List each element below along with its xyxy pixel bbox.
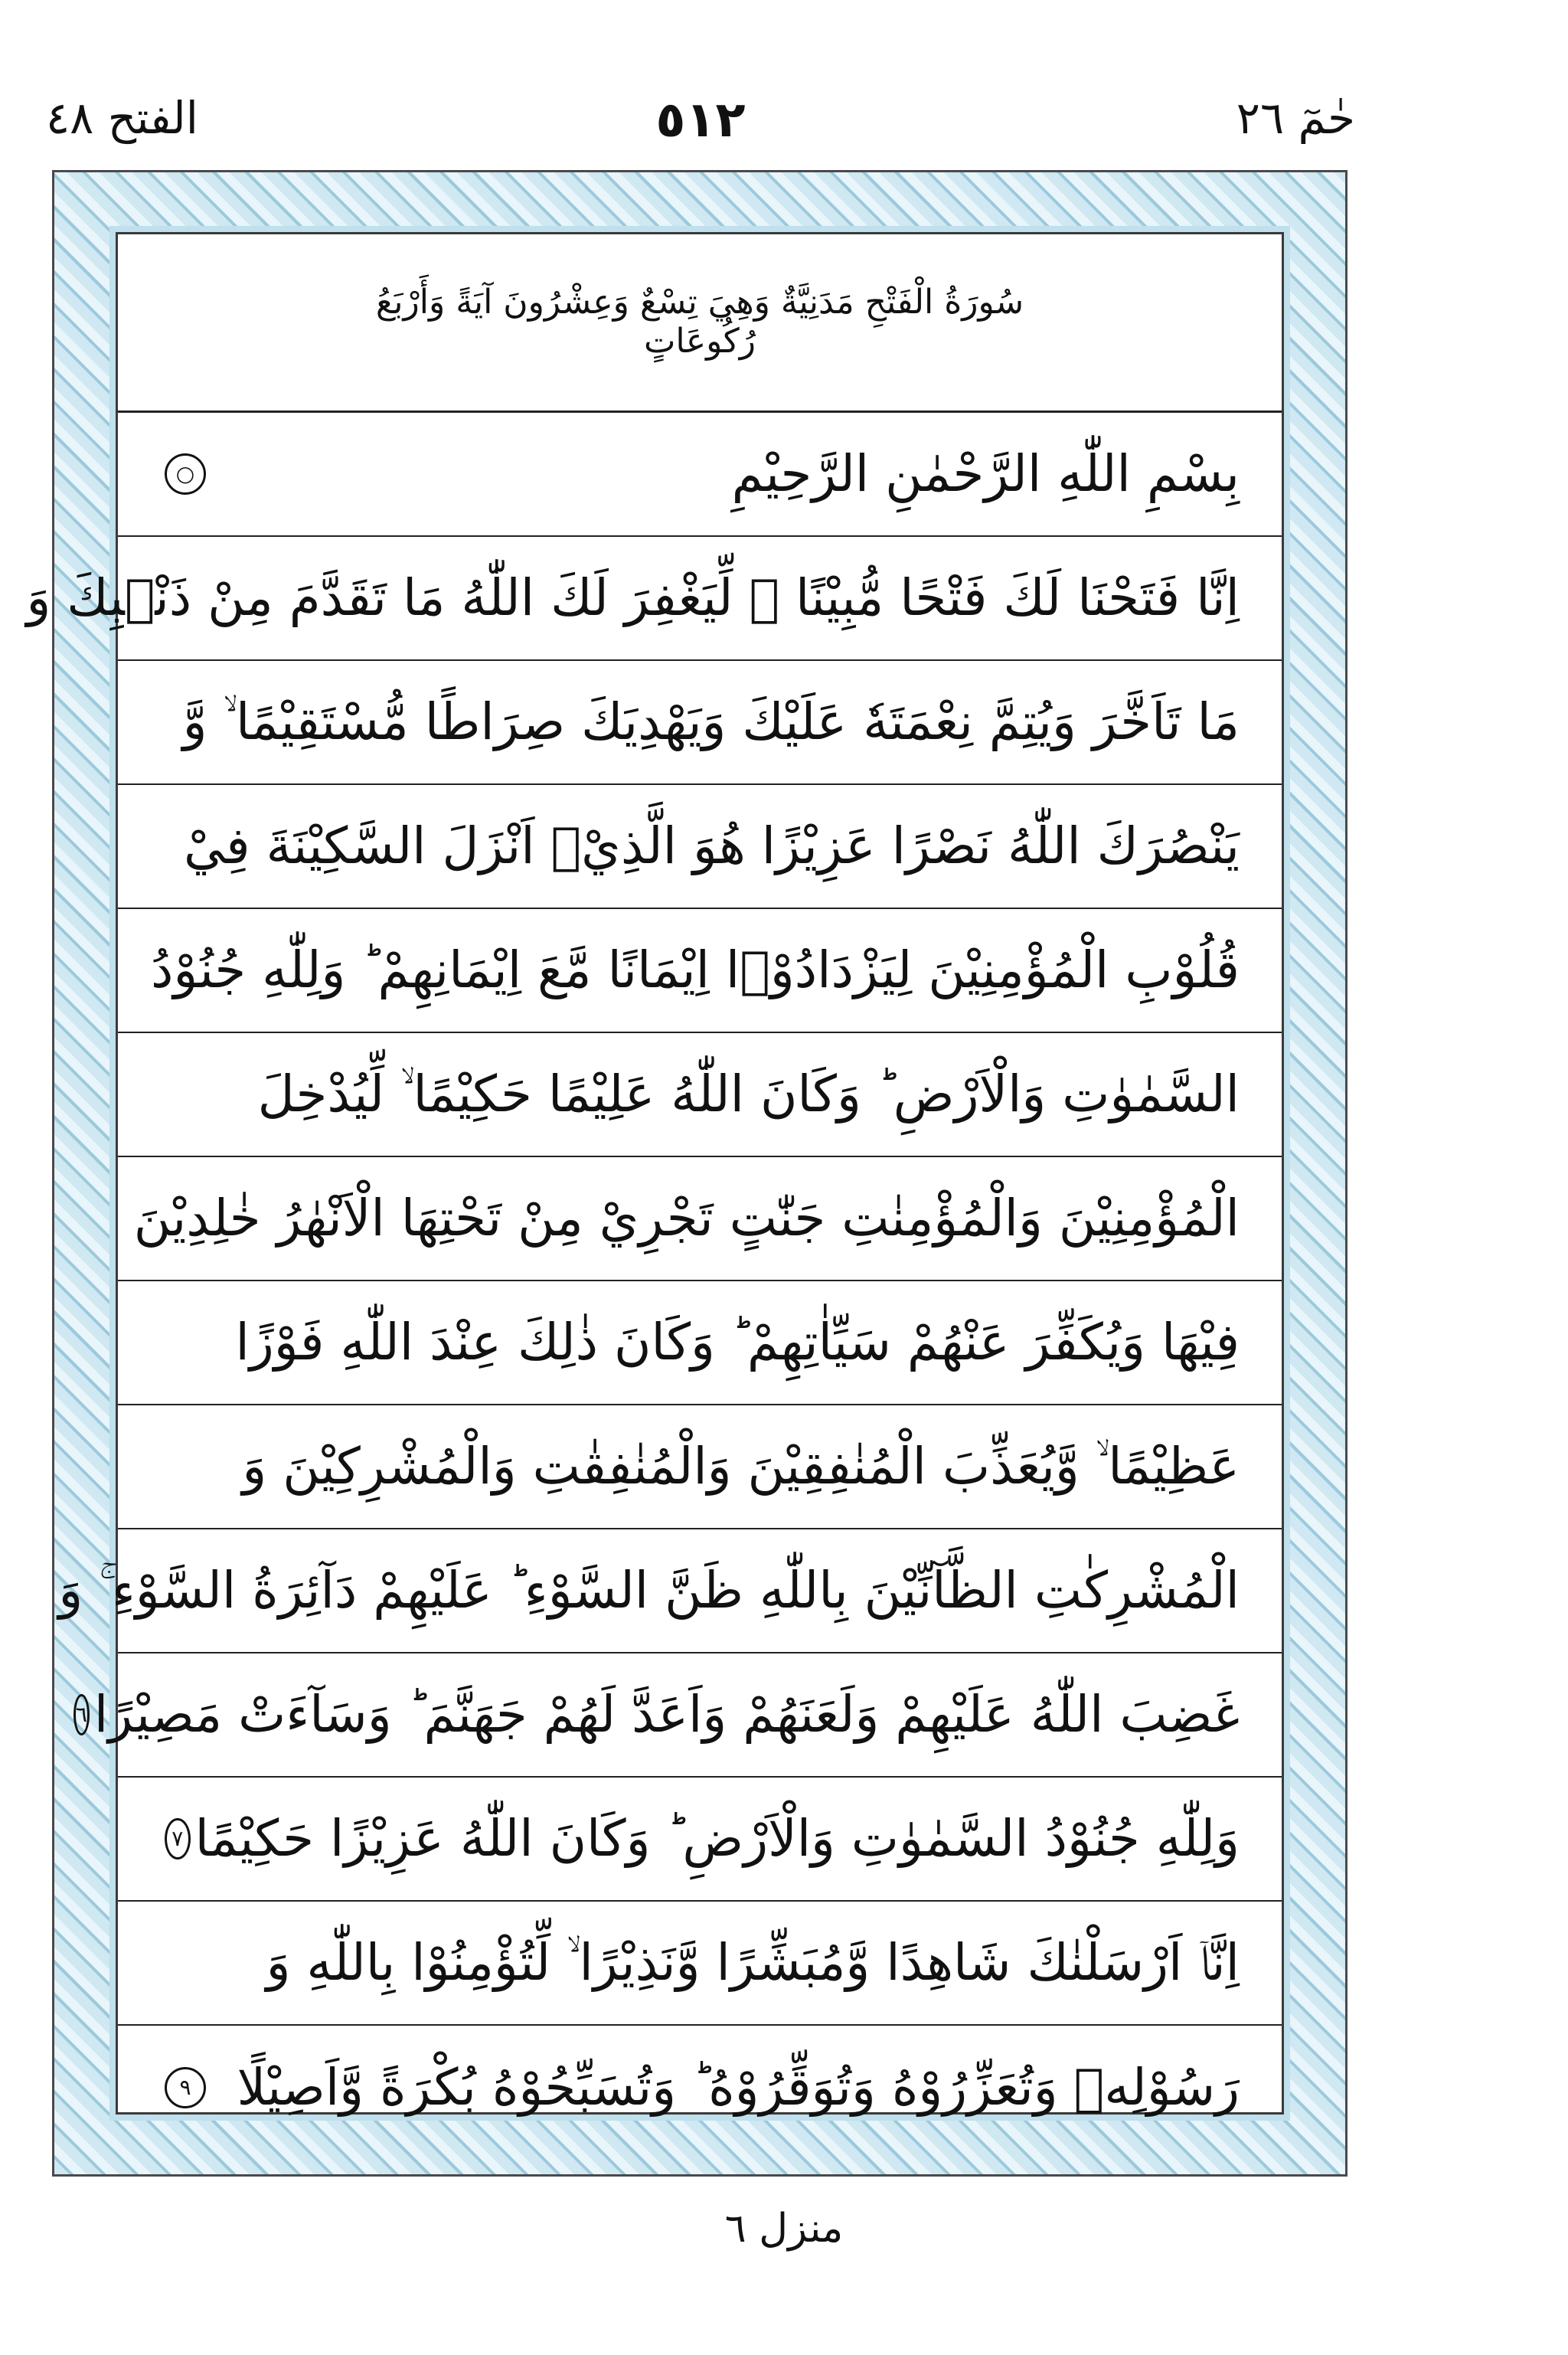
- verse-text: مَا تَاَخَّرَ وَيُتِمَّ نِعْمَتَهٗ عَلَيْكَ وَيَهْدِيَكَ صِرَاطًا مُّسْتَقِيْمًا ۙ وَّ: [182, 692, 1240, 751]
- manzil-label: منزل ٦: [724, 2206, 844, 2252]
- verse-text: السَّمٰوٰتِ وَالْاَرْضِ ؕ وَكَانَ اللّٰهُ عَلِيْمًا حَكِيْمًا ۙ لِّيُدْخِلَ: [257, 1065, 1240, 1124]
- verse-line: [118, 785, 1282, 909]
- verse-line: [118, 413, 1282, 537]
- verse-text: اِنَّا فَتَحْنَا لَكَ فَتْحًا مُّبِيْنًا ۙ لِّيَغْفِرَ لَكَ اللّٰهُ مَا تَقَدَّمَ مِنْ ذَنْۢبِكَ وَ: [26, 568, 1240, 627]
- verse-line: [118, 2026, 1282, 2150]
- juz-label: حٰمٓ ٢٦: [1236, 92, 1355, 144]
- page-header: [46, 84, 1355, 168]
- verse-line: [26, 537, 1282, 661]
- verse-text: عَظِيْمًا ۙ وَّيُعَذِّبَ الْمُنٰفِقِيْنَ وَالْمُنٰفِقٰتِ وَالْمُشْرِكِيْنَ وَ: [242, 1437, 1240, 1496]
- verse-line: [118, 909, 1282, 1033]
- verse-text: رَسُوْلِهٖ وَتُعَزِّرُوْهُ وَتُوَقِّرُوْهُ ؕ وَتُسَبِّحُوْهُ بُكْرَةً وَّاَصِيْلًا: [237, 2058, 1240, 2117]
- verse-text: يَنْصُرَكَ اللّٰهُ نَصْرًا عَزِيْزًا هُوَ الَّذِيْۤ اَنْزَلَ السَّكِيْنَةَ فِيْ: [183, 816, 1240, 875]
- verse-line: [118, 661, 1282, 785]
- verse-text: وَلِلّٰهِ جُنُوْدُ السَّمٰوٰتِ وَالْاَرْضِ ؕ وَكَانَ اللّٰهُ عَزِيْزًا حَكِيْمًا: [194, 1809, 1240, 1868]
- verse-lines: [26, 413, 1282, 2150]
- surah-heading: [118, 234, 1282, 413]
- ayah-end-marker: ٩: [165, 2067, 206, 2108]
- ayah-end-marker: ○: [165, 453, 206, 495]
- verse-text: فِيْهَا وَيُكَفِّرَ عَنْهُمْ سَيِّاٰتِهِمْ ؕ وَكَانَ ذٰلِكَ عِنْدَ اللّٰهِ فَوْزًا: [235, 1313, 1240, 1372]
- verse-line: [118, 1033, 1282, 1157]
- verse-line: [75, 1653, 1282, 1778]
- ornamental-border: [26, 170, 1348, 2177]
- ayah-end-marker: ٧: [165, 1818, 191, 1859]
- verse-line: [118, 1902, 1282, 2026]
- surah-heading-text: سُورَةُ الْفَتْحِ مَدَنِيَّةٌ وَهِيَ تِسْعٌ وَعِشْرُونَ آيَةً وَأَرْبَعُ رُكُوعَاتٍ: [375, 283, 1024, 361]
- verse-text: الْمُؤْمِنِيْنَ وَالْمُؤْمِنٰتِ جَنّٰتٍ تَجْرِيْ مِنْ تَحْتِهَا الْاَنْهٰرُ خٰلِدِيْنَ: [133, 1189, 1240, 1248]
- surah-label: الفتح ٤٨: [46, 92, 198, 144]
- verse-text: قُلُوْبِ الْمُؤْمِنِيْنَ لِيَزْدَادُوْۤا اِيْمَانًا مَّعَ اِيْمَانِهِمْ ؕ وَلِلّٰهِ جُنُوْدُ: [151, 940, 1240, 999]
- verse-text: بِسْمِ اللّٰهِ الرَّحْمٰنِ الرَّحِيْمِ: [731, 444, 1240, 503]
- verse-text: غَضِبَ اللّٰهُ عَلَيْهِمْ وَلَعَنَهُمْ وَاَعَدَّ لَهُمْ جَهَنَّمَ ؕ وَسَآءَتْ مَصِيْرًا: [93, 1685, 1240, 1744]
- verse-line: [118, 1157, 1282, 1281]
- page-number: ٥١٢: [655, 92, 746, 149]
- verse-text: اِنَّاۤ اَرْسَلْنٰكَ شَاهِدًا وَّمُبَشِّرًا وَّنَذِيْرًا ۙ لِّتُؤْمِنُوْا بِاللّٰهِ وَ: [266, 1933, 1240, 1992]
- text-panel: [26, 232, 1284, 2117]
- verse-line: [58, 1529, 1282, 1653]
- ayah-end-marker: ٦: [74, 1694, 90, 1735]
- verse-line: [118, 1281, 1282, 1405]
- verse-text: الْمُشْرِكٰتِ الظَّآنِّيْنَ بِاللّٰهِ ظَنَّ السَّوْءِ ؕ عَلَيْهِمْ دَآئِرَةُ السَّوْءِ ۚ وَ: [58, 1561, 1240, 1620]
- verse-line: [118, 1778, 1282, 1902]
- verse-line: [118, 1405, 1282, 1529]
